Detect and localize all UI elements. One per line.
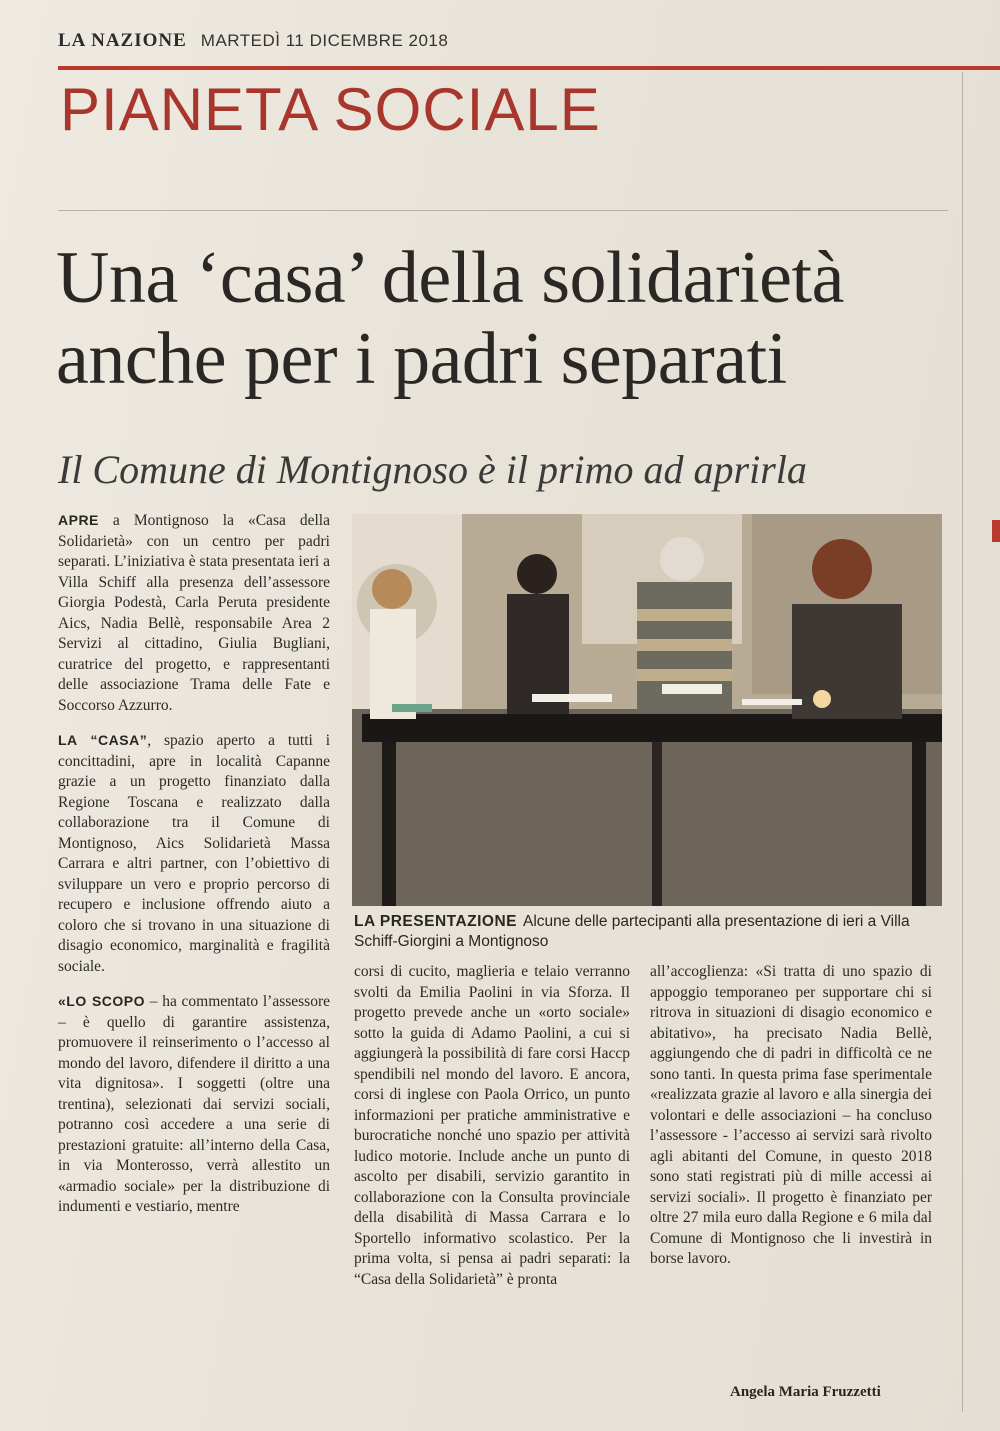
paragraph-text: a Montignoso la «Casa della Solidarietà» con un centro per padri separati. L’iniziativa è stata presentata ieri a Villa Schiff alla presenza dell’assessore Giorgia Podestà, Carla Peruta presidente Aics, Nadia Bellè, responsabile Area 2 Servizi al cittadino, Giulia Bugliani, curatrice del progetto, e rappresentanti delle associazione Trama delle Fate e Soccorso Azzurro. (58, 512, 330, 714)
paragraph-1 (58, 510, 330, 716)
caption-text: Alcune delle partecipanti alla presentazione di ieri a Villa Schiff-Giorgini a Montignoso (354, 913, 910, 950)
paragraph-2 (58, 730, 330, 977)
caption-lead: LA PRESENTAZIONE (354, 913, 518, 930)
headline-line-1: Una ‘casa’ della solidarietà (56, 237, 844, 319)
headline-line-2: anche per i padri separati (56, 318, 787, 401)
article-photo (352, 514, 942, 906)
article-column-3 (650, 962, 932, 1284)
photo-illustration (352, 514, 942, 906)
paragraph-5: all’accoglienza: «Si tratta di uno spazio di appoggio temporaneo per supportare chi si ritrova in situazioni di disagio economico e abitativo», ha precisato Nadia Bellè, aggiungendo che di padri in difficoltà ce ne sono tanti. In questa prima fase sperimentale «realizzata grazie al lavoro e alla sinergia dei volontari e delle associazioni – ha concluso l’assessore - l’accesso ai servizi sarà rivolto agli abitanti del Comune, in questo 2018 sono stati registrati più di mille accessi ai servizi sociali». Il progetto è finanziato per oltre 27 mila euro dalla Regione e 6 mila dal Comune di Montignoso che li investirà in borse lavoro. (650, 963, 932, 1267)
article-headline (56, 238, 956, 401)
article-subhead: Il Comune di Montignoso è il primo ad aprirla (58, 447, 807, 492)
photo-caption (354, 912, 944, 952)
paragraph-lead: «LO SCOPO (58, 993, 146, 1009)
paragraph-4: corsi di cucito, maglieria e telaio verranno svolti da Emilia Paolini in via Sforza. Il progetto prevede anche un «orto sociale» sotto la guida di Adamo Paolini, a cui si aggiungerà la possibilità di fare corsi Haccp spendibili nel mondo del lavoro. E ancora, corsi di inglese con Paola Orrico, un punto informazioni per pratiche amministrative e burocratiche nonché uno spazio per attività ludico motorie. Include anche un punto di ascolto per disabili, servizio garantito in collaborazione con la Consulta provinciale della disabilità di Massa Carrara e lo Sportello informativo scolastico. Per la prima volta, si pensa ai padri separati: la “Casa della Solidarietà” è pronta (354, 963, 630, 1288)
section-title: PIANETA SOCIALE (60, 76, 601, 143)
adjacent-column-edge (972, 510, 1000, 1410)
paragraph-lead: APRE (58, 512, 99, 528)
article-column-2 (354, 962, 630, 1304)
red-marker (992, 520, 1000, 542)
paragraph-text: , spazio aperto a tutti i concittadini, apre in località Capanne grazie a un progetto finanziato dalla Regione Toscana e realizzato dalla collaborazione tra il Comune di Montignoso, Aics Solidarietà Massa Carrara e altri partner, con l’obiettivo di sviluppare un vero e proprio percorso di recupero e inclusione offrendo aiuto a coloro che si trovano in una situazione di disagio economico, marginalità e fragilità sociale. (58, 732, 330, 975)
paragraph-lead: LA “CASA” (58, 732, 148, 748)
section-divider (58, 210, 948, 211)
top-red-rule (58, 66, 1000, 70)
article-column-1 (58, 510, 330, 1232)
paragraph-3 (58, 991, 330, 1218)
column-divider (962, 72, 963, 1412)
issue-date: MARTEDÌ 11 DICEMBRE 2018 (200, 31, 449, 50)
article-byline: Angela Maria Fruzzetti (730, 1384, 881, 1400)
newspaper-name: LA NAZIONE (58, 30, 187, 51)
paragraph-text: – ha commentato l’assessore – è quello di garantire assistenza, promuovere il reinserimento o l’accesso al mondo del lavoro, difendere il diritto a una vita dignitosa». I soggetti (oltre una trentina), selezionati dai servizi sociali, potranno così accedere a una serie di prestazioni gratuite: all’interno della Casa, in via Monterosso, verrà allestito un «armadio sociale» per la distribuzione di indumenti e vestiario, mentre (58, 993, 331, 1215)
masthead (58, 30, 448, 60)
